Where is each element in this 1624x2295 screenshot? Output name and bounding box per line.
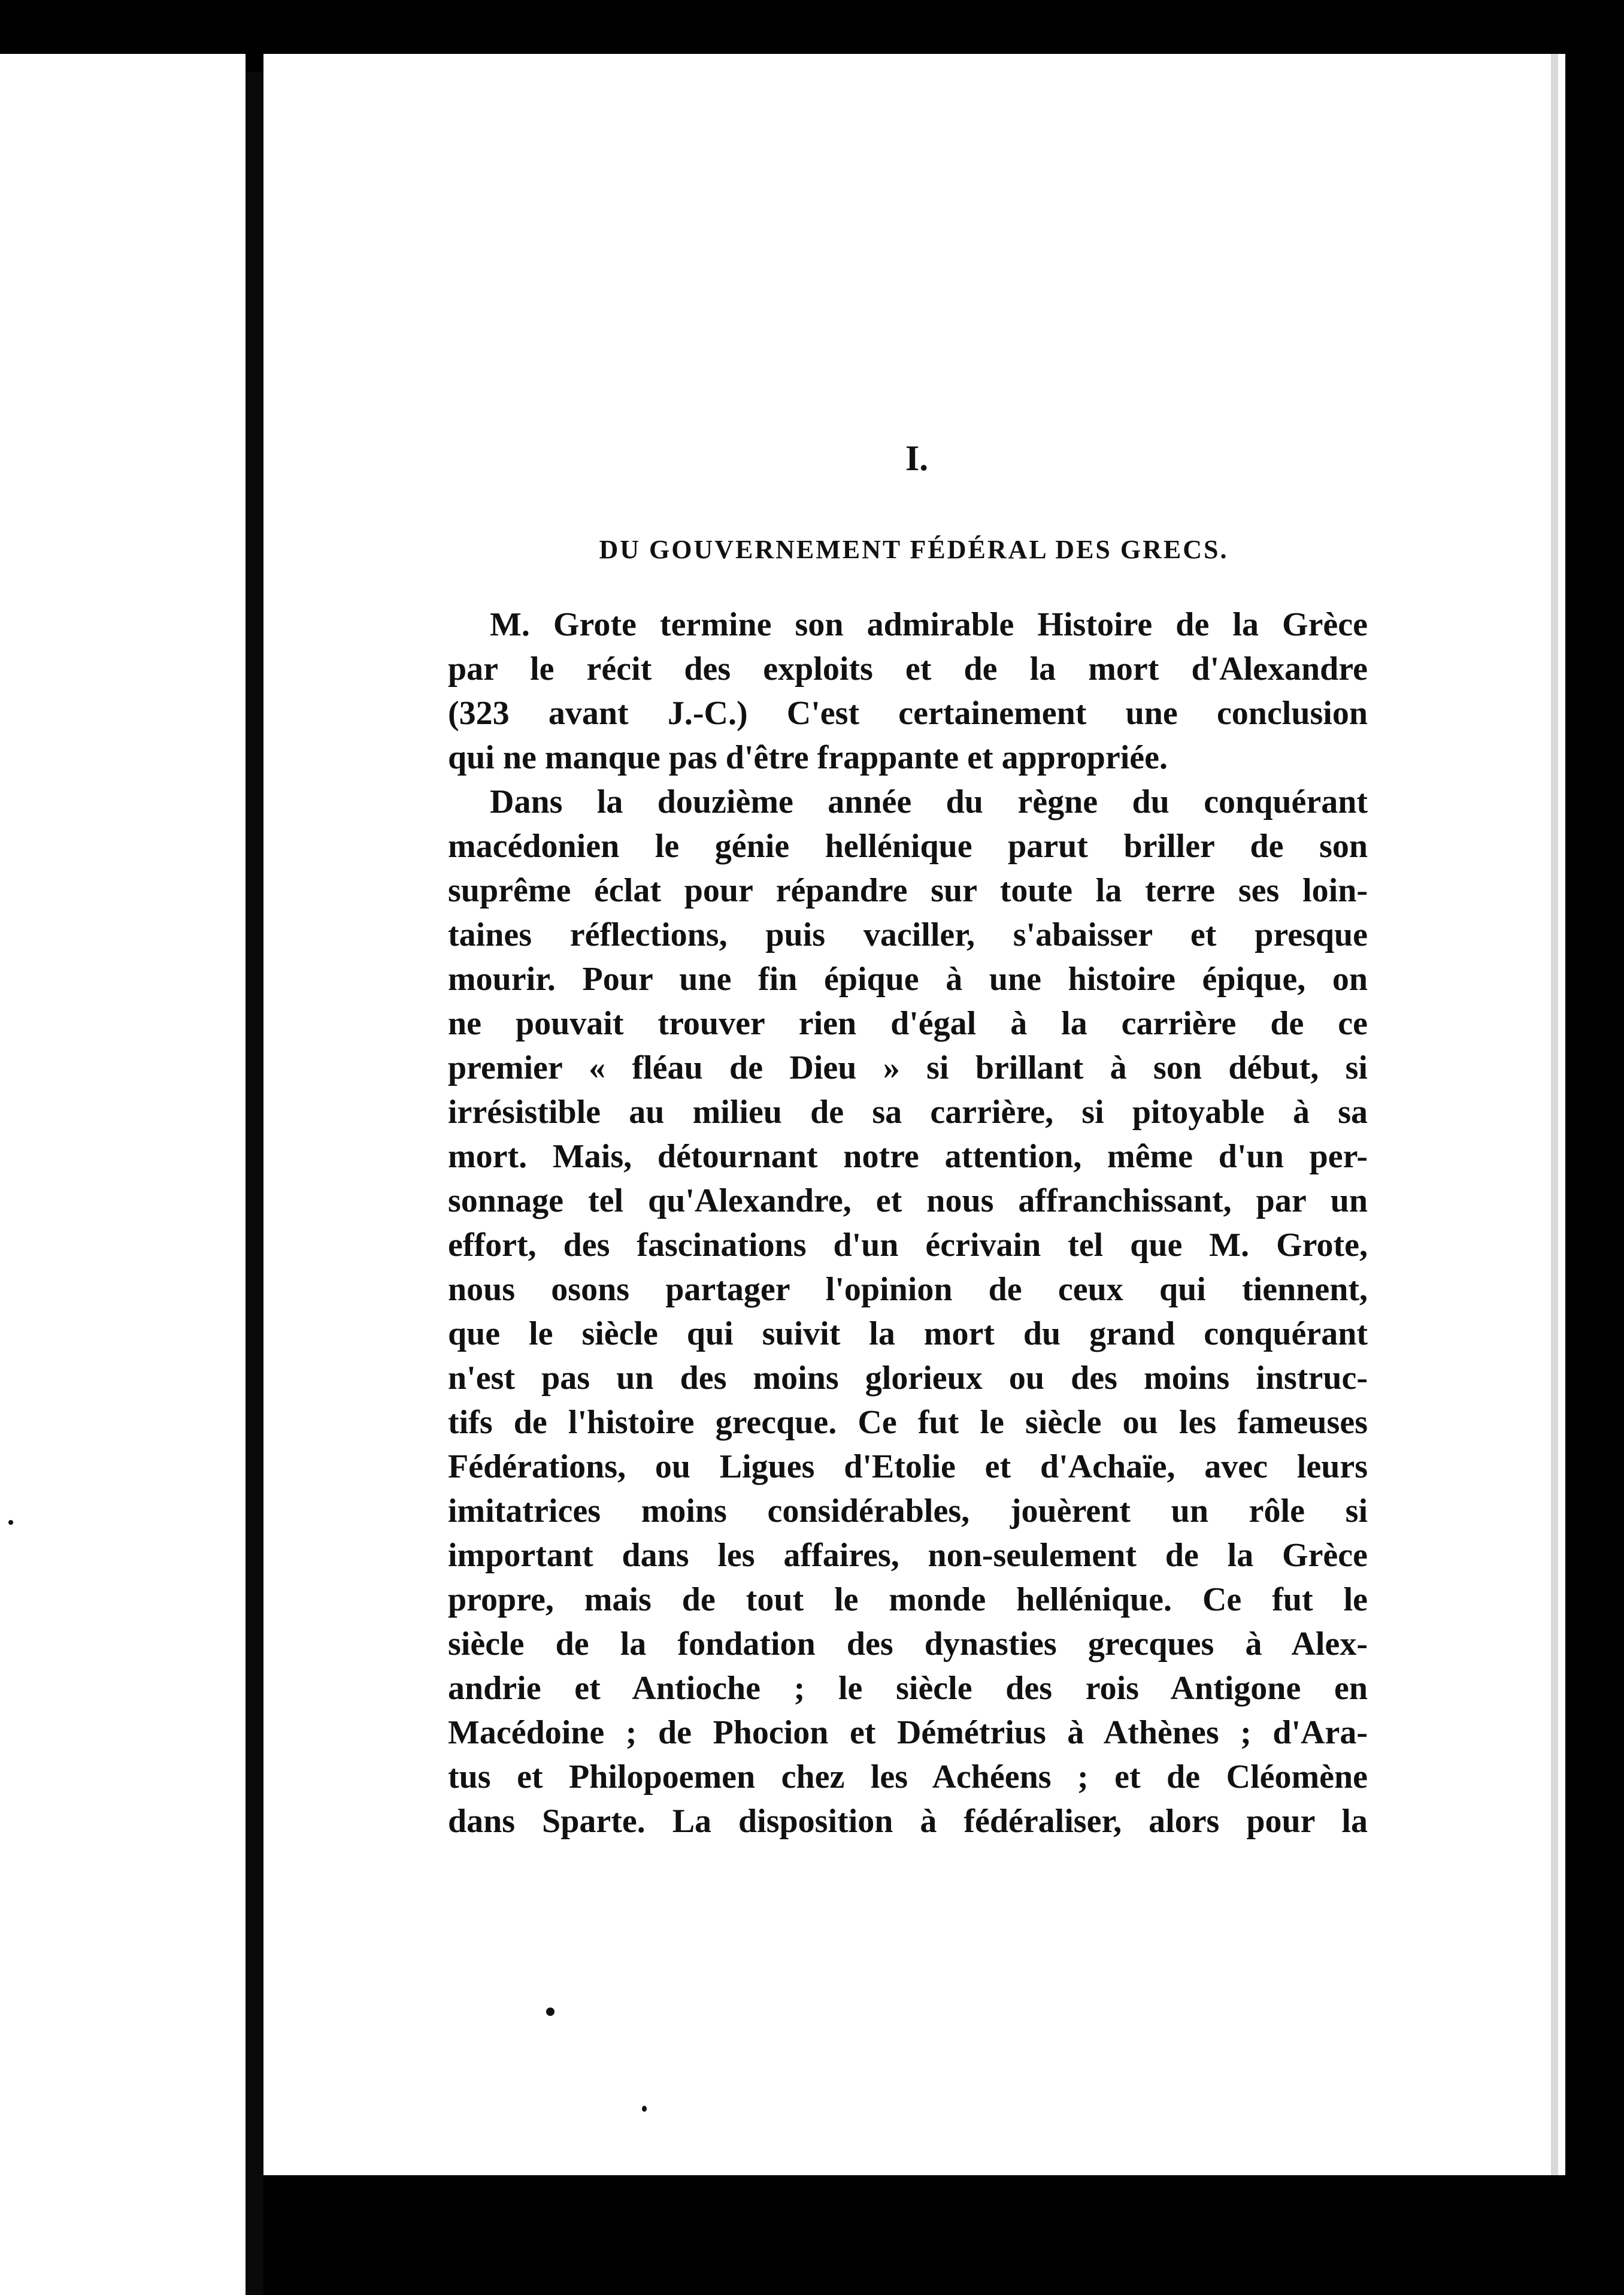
- text-line: Dans la douzième année du règne du conquérant: [490, 783, 1368, 820]
- paragraph-1: [448, 602, 1368, 780]
- text-line: Macédoine ; de Phocion et Démétrius à Athènes ; d'Ara-: [448, 1714, 1368, 1751]
- text-line: sonnage tel qu'Alexandre, et nous affranchissant, par un: [448, 1182, 1368, 1219]
- ink-speck: [8, 1520, 13, 1525]
- text-line: M. Grote termine son admirable Histoire de la Grèce: [490, 606, 1368, 643]
- text-line: siècle de la fondation des dynasties grecques à Alex-: [448, 1625, 1368, 1663]
- ink-speck: [642, 2106, 647, 2112]
- text-line: que le siècle qui suivit la mort du grand conquérant: [448, 1315, 1368, 1352]
- left-page-blank: [0, 54, 246, 2295]
- text-line: ne pouvait trouver rien d'égal à la carrière de ce: [448, 1005, 1368, 1042]
- text-line: mort. Mais, détournant notre attention, même d'un per-: [448, 1138, 1368, 1175]
- text-line: par le récit des exploits et de la mort d'Alexandre: [448, 650, 1368, 688]
- page-text: [448, 437, 1368, 1843]
- text-line: suprême éclat pour répandre sur toute la terre ses loin-: [448, 872, 1368, 909]
- text-line: imitatrices moins considérables, jouèrent un rôle si: [448, 1492, 1368, 1530]
- text-line: dans Sparte. La disposition à fédéraliser, alors pour la: [448, 1803, 1368, 1840]
- text-line: effort, des fascinations d'un écrivain tel que M. Grote,: [448, 1227, 1368, 1264]
- text-line: nous osons partager l'opinion de ceux qui tiennent,: [448, 1271, 1368, 1308]
- text-line: important dans les affaires, non-seulement de la Grèce: [448, 1537, 1368, 1574]
- text-line: (323 avant J.-C.) C'est certainement une conclusion: [448, 695, 1368, 732]
- text-line: taines réflections, puis vaciller, s'abaisser et presque: [448, 916, 1368, 953]
- text-line: irrésistible au milieu de sa carrière, si pitoyable à sa: [448, 1094, 1368, 1131]
- text-line: tus et Philopoemen chez les Achéens ; et de Cléomène: [448, 1758, 1368, 1796]
- text-line: tifs de l'histoire grecque. Ce fut le siècle ou les fameuses: [448, 1404, 1368, 1441]
- text-line: qui ne manque pas d'être frappante et appropriée.: [448, 739, 1168, 776]
- text-line: propre, mais de tout le monde hellénique. Ce fut le: [448, 1581, 1368, 1618]
- text-line: premier « fléau de Dieu » si brillant à son début, si: [448, 1049, 1368, 1086]
- text-line: Fédérations, ou Ligues d'Etolie et d'Achaïe, avec leurs: [448, 1448, 1368, 1485]
- text-line: n'est pas un des moins glorieux ou des moins instruc-: [448, 1360, 1368, 1397]
- paragraph-2: [448, 780, 1368, 1843]
- text-line: macédonien le génie hellénique parut briller de son: [448, 828, 1368, 865]
- book-gutter: [246, 72, 263, 2295]
- text-line: andrie et Antioche ; le siècle des rois Antigone en: [448, 1670, 1368, 1707]
- page-edge: [1551, 54, 1558, 2175]
- chapter-number: I.: [905, 438, 929, 478]
- ink-speck: [546, 2008, 555, 2016]
- chapter-title: DU GOUVERNEMENT FÉDÉRAL DES GRECS.: [599, 535, 1229, 564]
- text-line: mourir. Pour une fin épique à une histoire épique, on: [448, 961, 1368, 998]
